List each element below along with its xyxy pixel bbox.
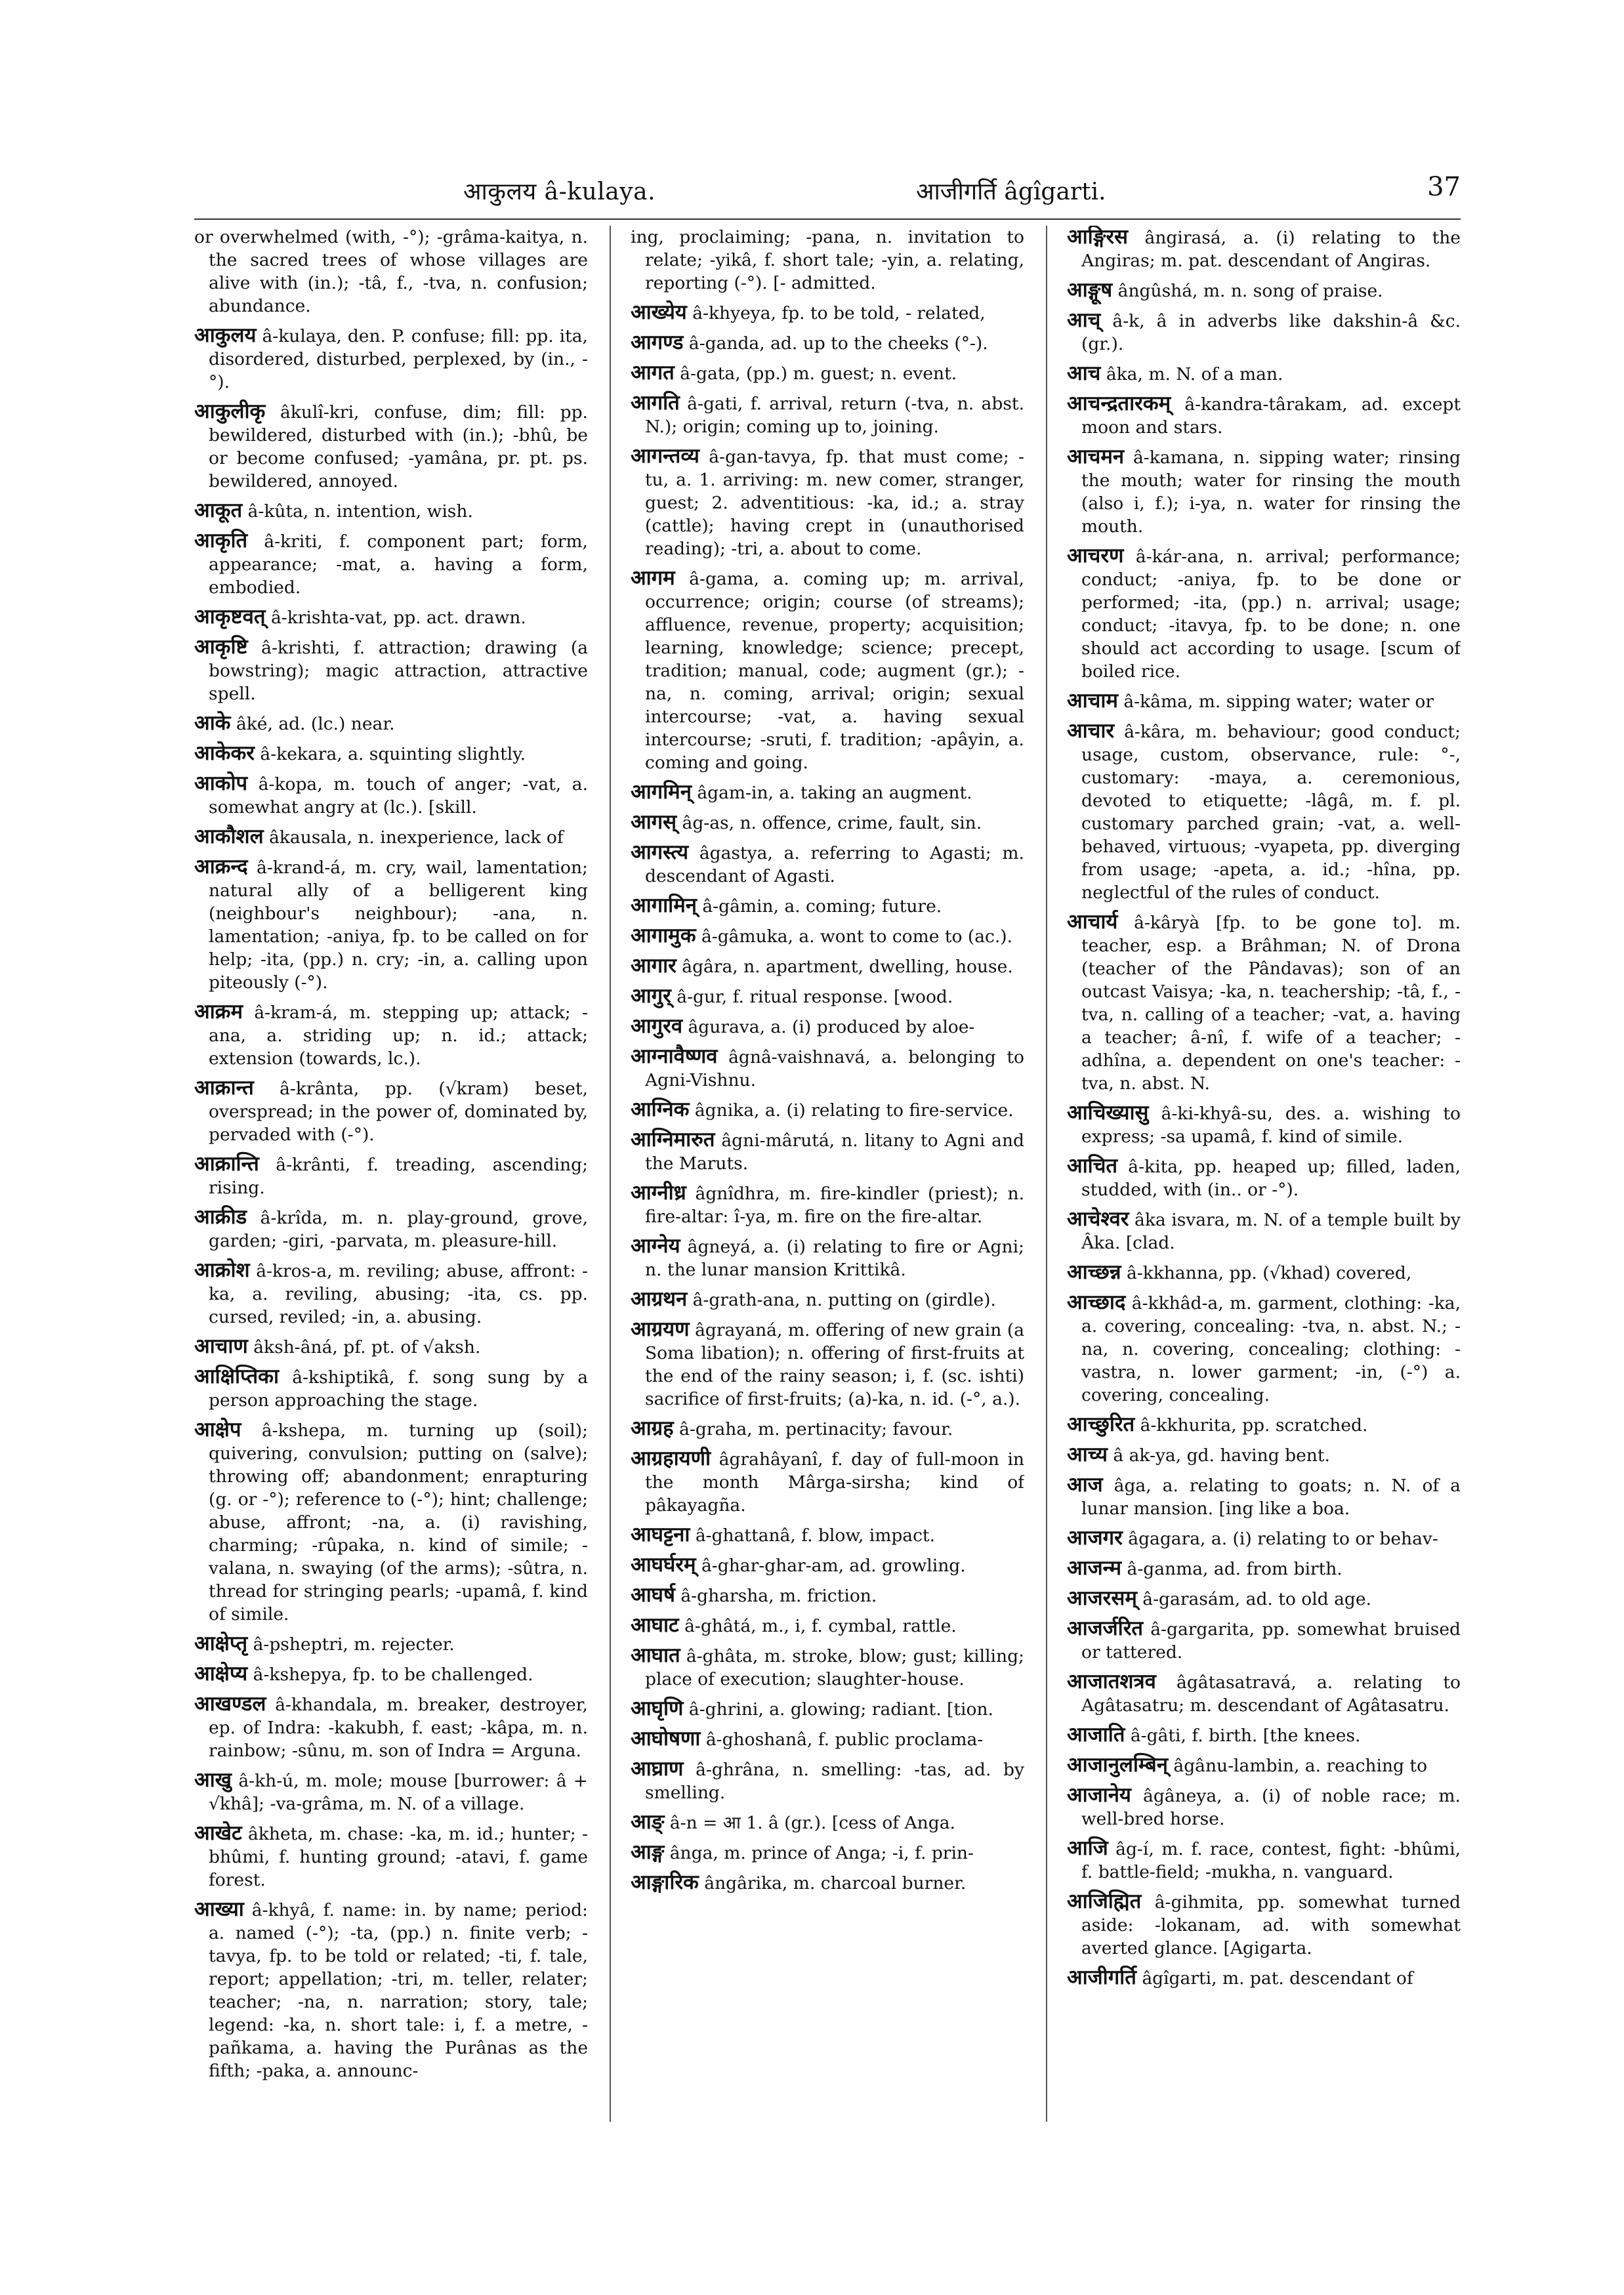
definition-text: â-psheptri, m. rejecter.	[253, 1634, 455, 1655]
dictionary-entry	[631, 781, 1024, 804]
dictionary-entry	[194, 636, 588, 705]
definition-text: âgrahâyanî, f. day of full-moon in the month Mârga-sirsha; kind of pâkayagña.	[645, 1449, 1024, 1516]
dictionary-entry	[631, 1288, 1024, 1312]
dictionary-entry	[194, 1001, 588, 1070]
dictionary-entry	[194, 529, 588, 599]
headword: आखेट	[194, 1821, 242, 1845]
headword: आचार	[1067, 719, 1115, 743]
definition-text: â-ghâtá, m., i, f. cymbal, rattle.	[684, 1616, 957, 1636]
dictionary-entry	[194, 712, 588, 735]
dictionary-entry	[194, 825, 588, 849]
headword: आङ्गूष	[1067, 278, 1113, 302]
headword: आघट्टना	[631, 1523, 690, 1546]
dictionary-entry	[631, 1523, 1024, 1547]
headword: आङ्गिरस	[1067, 226, 1128, 249]
definition-text: â-gati, f. arrival, return (-tva, n. abst. N.); origin; coming up to, joining.	[645, 394, 1024, 437]
dictionary-entry	[194, 499, 588, 523]
page-number: 37	[1427, 172, 1461, 202]
headword: आचार्य	[1067, 910, 1118, 934]
definition-text: â-ghrini, a. glowing; radiant. [tion.	[688, 1699, 993, 1720]
definition-text: âgam-in, a. taking an augment.	[697, 783, 972, 803]
dictionary-entry	[1067, 690, 1461, 713]
definition-text: â-gâmin, a. coming; future.	[702, 896, 942, 917]
definition-text: â-graha, m. pertinacity; favour.	[679, 1419, 953, 1439]
definition-text: â-krîda, m. n. play-ground, grove, garden; -giri, -parvata, m. pleasure-hill.	[209, 1208, 588, 1251]
headword: आक्षेप	[194, 1418, 241, 1441]
definition-text: â-kandra-târakam, ad. except moon and stars.	[1081, 394, 1461, 438]
headword: आचित	[1067, 1154, 1118, 1178]
definition-text: âkulî-kri, confuse, dim; fill: pp. bewildered, disturbed with (in.); -bhû, be or become confused; -yamâna, pr. pt. ps. bewildered, annoyed.	[209, 402, 588, 491]
definition-text: â-ki-khyâ-su, des. a. wishing to express; -sa upamâ, f. kind of simile.	[1081, 1104, 1461, 1147]
definition-text: â-kros-a, m. reviling; abuse, affront: -ka, a. reviling, abusing; -ita, cs. pp. cursed, reviled; -in, a. abusing.	[209, 1261, 588, 1327]
headword: आग्नेय	[631, 1234, 680, 1258]
header-right-guide-word: आजीगर्ति âgîgarti.	[916, 178, 1106, 205]
dictionary-entry	[631, 226, 1024, 295]
dictionary-entry	[1067, 1291, 1461, 1407]
definition-text: âgâra, n. apartment, dwelling, house.	[682, 957, 1013, 977]
dictionary-entry	[631, 894, 1024, 918]
definition-text: â-kár-ana, n. arrival; performance; conduct; -aniya, fp. to be done or performed; -ita, (pp.) n. arrival; usage; conduct; -itavya, fp. to be done; n. one should act according to usage. [scum of boiled rice.	[1081, 547, 1461, 682]
definition-text: â-ganma, ad. from birth.	[1127, 1559, 1343, 1579]
dictionary-entry	[631, 331, 1024, 355]
headword: आचन्द्रतारकम्	[1067, 392, 1171, 415]
dictionary-entry	[194, 606, 588, 629]
dictionary-page	[194, 169, 1461, 2151]
dictionary-entry	[631, 1128, 1024, 1175]
headword: आक्रोश	[194, 1258, 250, 1282]
definition-text: â-kh-ú, m. mole; mouse [burrower: â + √khâ]; -va-grâma, m. N. of a village.	[209, 1771, 588, 1814]
dictionary-entry	[631, 1811, 1024, 1834]
dictionary-entry	[631, 811, 1024, 835]
dictionary-entry	[631, 1554, 1024, 1577]
definition-text: â-kram-á, m. stepping up; attack; -ana, a. striding up; n. id.; attack; extension (towards, lc.).	[209, 1003, 588, 1069]
dictionary-entry	[1067, 545, 1461, 683]
dictionary-entry	[194, 1898, 588, 2082]
dictionary-entry	[1067, 1155, 1461, 1201]
header-rule	[194, 218, 1461, 220]
definition-text: â-ghattanâ, f. blow, impact.	[695, 1525, 936, 1546]
headword: आगत	[631, 361, 675, 384]
definition-text: âké, ad. (lc.) near.	[236, 714, 395, 734]
headword: आग्रहायणी	[631, 1447, 711, 1470]
headword: आजि	[1067, 1836, 1108, 1860]
dictionary-entry	[1067, 1557, 1461, 1581]
definition-text: âgrayaná, m. offering of new grain (a Soma libation); n. offering of first-fruits at the end of the rainy season; i, f. (sc. ishti) sacrifice of first-fruits; (a)-ka, n. id. (-°, a.).	[645, 1320, 1024, 1409]
dictionary-entry	[631, 301, 1024, 325]
definition-text: â-gharsha, m. friction.	[680, 1586, 877, 1606]
headword: आकूत	[194, 499, 243, 522]
dictionary-entry	[631, 1584, 1024, 1607]
headword: आक्षेप्य	[194, 1662, 248, 1685]
headword: आगार	[631, 954, 677, 978]
header-left-guide-word: आकुलय â-kulaya.	[463, 178, 656, 205]
definition-text: âgnîdhra, m. fire-kindler (priest); n. fire-altar: î-ya, m. fire on the fire-altar.	[645, 1184, 1024, 1227]
dictionary-entry	[631, 1447, 1024, 1517]
definition-text: â ak-ya, gd. having bent.	[1113, 1445, 1330, 1466]
definition-text: âkheta, m. chase: -ka, m. id.; hunter; -bhûmi, f. hunting ground; -atavi, f. game forest.	[209, 1824, 588, 1890]
headword: आगति	[631, 391, 680, 415]
headword: आकुलीकृ	[194, 400, 266, 423]
dictionary-entry	[194, 1632, 588, 1656]
headword: आचरण	[1067, 544, 1124, 568]
definition-text: â-krand-á, m. cry, wail, lamentation; natural ally of a belligerent king (neighbour's neighbour); -ana, n. lamentation; -aniya, fp. to be called on for help; -ita, (pp.) n. cry; -in, a. calling upon piteously (-°).	[209, 858, 588, 993]
headword: आकृष्टवत्	[194, 605, 266, 629]
definition-text: âka isvara, m. N. of a temple built by Âka. [clad.	[1081, 1210, 1461, 1253]
dictionary-entry	[194, 1822, 588, 1892]
headword: आच्छन्न	[1067, 1260, 1121, 1284]
dictionary-entry	[1067, 362, 1461, 386]
definition-text: â-krânta, pp. (√kram) beset, overspread; in the power of, dominated by, pervaded with (-°).	[209, 1079, 588, 1145]
definition-text: â-khyâ, f. name: in. by name; period: a. named (-°); -ta, (pp.) n. finite verb; -tavya, fp. to be told or related; -ti, f. tale, report; appellation; -tri, m. teller, relater; teacher; -na, n. narration; story, tale; legend: -ka, n. short tale: i, f. a metre, -pañkama, a. having the Purânas as the fifth; -paka, a. announc-	[209, 1900, 588, 2081]
dictionary-entry	[631, 1871, 1024, 1895]
headword: आगमिन्	[631, 780, 692, 804]
headword: आग्नीध्र	[631, 1181, 686, 1205]
headword: आचाम	[1067, 689, 1118, 713]
headword: आखु	[194, 1768, 232, 1792]
headword: आखण्डल	[194, 1692, 266, 1716]
dictionary-entry	[1067, 720, 1461, 904]
headword: आचिख्यासु	[1067, 1101, 1149, 1125]
column-3	[1067, 226, 1461, 2128]
headword: आकेकर	[194, 741, 255, 765]
definition-text: âga, a. relating to goats; n. N. of a lunar mansion. [ing like a boa.	[1081, 1476, 1461, 1519]
definition-text: â-krânti, f. treading, ascending; rising.	[209, 1155, 588, 1198]
running-header	[194, 169, 1461, 215]
dictionary-entry	[194, 1663, 588, 1686]
definition-text: â-gata, (pp.) m. guest; n. event.	[680, 363, 957, 384]
headword: आकोप	[194, 772, 248, 795]
headword: आज	[1067, 1473, 1103, 1497]
headword: आजन्म	[1067, 1556, 1122, 1580]
dictionary-entry	[194, 1077, 588, 1146]
definition-text: âkausala, n. inexperience, lack of	[269, 827, 564, 848]
headword: आग्निक	[631, 1098, 690, 1121]
dictionary-entry	[1067, 1617, 1461, 1664]
dictionary-entry	[1067, 1208, 1461, 1254]
headword: आगन्तव्य	[631, 444, 699, 468]
headword: आकुलय	[194, 323, 257, 347]
dictionary-entry	[1067, 279, 1461, 302]
definition-text: âgneyá, a. (i) relating to fire or Agni; n. the lunar mansion Krittikâ.	[645, 1237, 1024, 1280]
headword: आजानुलम्बिन्	[1067, 1753, 1168, 1777]
dictionary-entry	[631, 924, 1024, 948]
definition-text: âgastya, a. referring to Agasti; m. descendant of Agasti.	[645, 843, 1024, 886]
headword: आग्रथन	[631, 1287, 688, 1311]
dictionary-entry	[194, 1769, 588, 1815]
dictionary-entry	[1067, 1670, 1461, 1717]
headword: आक्षेप्तृ	[194, 1632, 248, 1655]
dictionary-entry	[1067, 1261, 1461, 1285]
headword: आङ्ग	[631, 1840, 665, 1864]
dictionary-entry	[631, 1318, 1024, 1411]
definition-text: â-kamana, n. sipping water; rinsing the mouth; water for rinsing the mouth (also i, f.); i-ya, n. water for rinsing the mouth.	[1081, 447, 1461, 537]
definition-text: â-kkhanna, pp. (√khad) covered,	[1126, 1263, 1412, 1283]
definition-text: â-kshepya, fp. to be challenged.	[253, 1664, 533, 1685]
headword: आकृष्टि	[194, 635, 248, 659]
headword: आङ्	[631, 1810, 665, 1834]
headword: आच	[1067, 362, 1101, 385]
dictionary-entry	[631, 1417, 1024, 1441]
definition-text: â-n = आ 1. â (gr.). [cess of Anga.	[669, 1813, 955, 1833]
definition-text: or overwhelmed (with, -°); -grâma-kaitya, n. the sacred trees of whose villages are alive with (in.); -tâ, f., -tva, n. confusion; abundance.	[194, 227, 588, 316]
headword: आगस्त्य	[631, 840, 689, 864]
definition-text: âgânu-lambin, a. reaching to	[1173, 1756, 1428, 1776]
definition-text: ânga, m. prince of Anga; -i, f. prin-	[669, 1843, 974, 1863]
headword: आग्नावैष्णव	[631, 1044, 718, 1068]
headword: आजानेय	[1067, 1783, 1131, 1807]
dictionary-entry	[194, 1335, 588, 1359]
dictionary-entry	[631, 1182, 1024, 1228]
headword: आघ्राण	[631, 1757, 684, 1781]
headword: आजर्जरित	[1067, 1617, 1144, 1640]
definition-text: â-kâma, m. sipping water; water or	[1123, 692, 1434, 712]
headword: आक्रान्त	[194, 1076, 254, 1100]
headword: आख्येय	[631, 300, 687, 324]
definition-text: â-gur, f. ritual response. [wood.	[677, 987, 953, 1007]
headword: आक्रम	[194, 1000, 243, 1023]
definition-text: â-khyeya, fp. to be told, - related,	[692, 303, 986, 323]
definition-text: âgnika, a. (i) relating to fire-service.	[694, 1100, 1014, 1121]
definition-text: â-kâryà [fp. to be gone to]. m. teacher, esp. a Brâhman; N. of Drona (teacher of the Pândavas); son of an outcast Vaisya; -ka, n. teachership; -tâ, f., -tva, n. calling of a teacher; -vat, a. having a teacher; â-nî, f. wife of a teacher; -adhîna, a. dependent on one's teacher: -tva, n. abst. N.	[1081, 913, 1461, 1094]
definition-text: â-ghâta, m. stroke, blow; gust; killing; place of execution; slaughter-house.	[645, 1646, 1024, 1689]
headword: आघृणि	[631, 1697, 684, 1720]
headword: आच्य	[1067, 1443, 1108, 1466]
dictionary-entry	[1067, 1587, 1461, 1611]
definition-text: â-kopa, m. touch of anger; -vat, a. somewhat angry at (lc.). [skill.	[209, 774, 588, 817]
headword: आक्षिप्तिका	[194, 1365, 280, 1388]
headword: आघर्घरम्	[631, 1553, 696, 1577]
headword: आके	[194, 711, 231, 735]
dictionary-entry	[1067, 911, 1461, 1095]
dictionary-entry	[194, 1693, 588, 1762]
headword: आक्रीड	[194, 1205, 247, 1229]
definition-text: â-ghar-ghar-am, ad. growling.	[701, 1556, 966, 1576]
headword: आगामिन्	[631, 894, 697, 917]
definition-text: â-kkhurita, pp. scratched.	[1140, 1415, 1368, 1436]
definition-text: ângârika, m. charcoal burner.	[704, 1873, 967, 1893]
definition-text: â-krishti, f. attraction; drawing (a bowstring); magic attraction, attractive spell.	[209, 638, 588, 704]
headword: आग्रह	[631, 1416, 674, 1440]
dictionary-entry	[631, 1614, 1024, 1638]
definition-text: â-gihmita, pp. somewhat turned aside: -lokanam, ad. with somewhat averted glance. [Agigarta.	[1081, 1892, 1461, 1958]
definition-text: â-k, â in adverbs like dakshin-â &c. (gr.).	[1081, 311, 1461, 354]
headword: आकौशल	[194, 825, 264, 848]
definition-text: ângûshá, m. n. song of praise.	[1117, 281, 1383, 301]
definition-text: âgagara, a. (i) relating to or behav-	[1128, 1529, 1438, 1549]
column-1	[194, 226, 588, 2128]
headword: आजाति	[1067, 1723, 1125, 1747]
headword: आक्रान्ति	[194, 1152, 259, 1176]
definition-text: â-kshepa, m. turning up (soil); quivering, convulsion; putting on (salve); throwing off; abandonment; enrapturing (g. or -°); reference to (-°); hint; challenge; abuse, affront; -na, a. (i) ravishing, charming; -rûpaka, n. kind of simile; -valana, n. swaying (of the arms); -sûtra, n. thread for stringing pearls; -upamâ, f. kind of simile.	[209, 1420, 588, 1624]
headword: आगण्ड	[631, 331, 684, 354]
dictionary-entry	[631, 1098, 1024, 1122]
headword: आघोषणा	[631, 1727, 701, 1750]
definition-text: âgurava, a. (i) produced by aloe-	[688, 1017, 975, 1037]
headword: आगुर्	[631, 984, 671, 1008]
dictionary-entry	[631, 1015, 1024, 1039]
headword: आचाण	[194, 1334, 248, 1358]
headword: आग्रयण	[631, 1317, 690, 1341]
dictionary-entry	[1067, 392, 1461, 439]
dictionary-entry	[1067, 1724, 1461, 1747]
dictionary-entry	[631, 1758, 1024, 1804]
dictionary-entry	[1067, 445, 1461, 538]
dictionary-entry	[194, 856, 588, 994]
definition-text: âgni-mârutá, n. litany to Agni and the Maruts.	[645, 1130, 1024, 1174]
dictionary-entry	[194, 1418, 588, 1626]
definition-text: â-kriti, f. component part; form, appearance; -mat, a. having a form, embodied.	[209, 531, 588, 598]
dictionary-entry	[1067, 226, 1461, 272]
definition-text: âka, m. N. of a man.	[1106, 364, 1283, 384]
dictionary-entry	[631, 955, 1024, 978]
headword: आजातशत्रव	[1067, 1670, 1156, 1693]
definition-text: â-ganda, ad. up to the cheeks (°-).	[688, 333, 988, 354]
headword: आकृति	[194, 529, 248, 552]
dictionary-entry	[194, 1153, 588, 1199]
definition-text: â-kita, pp. heaped up; filled, laden, studded, with (in.. or -°).	[1081, 1157, 1461, 1200]
dictionary-entry	[194, 1206, 588, 1252]
definition-text: âgâneya, a. (i) of noble race; m. well-bred horse.	[1081, 1786, 1461, 1829]
dictionary-entry	[1067, 1102, 1461, 1148]
definition-text: âg-í, m. f. race, contest, fight: -bhûmi, f. battle-field; -mukha, n. vanguard.	[1081, 1839, 1461, 1882]
headword: आच्छुरित	[1067, 1413, 1135, 1436]
headword: आगम	[631, 566, 675, 590]
dictionary-entry	[631, 1235, 1024, 1281]
headword: आगुरव	[631, 1014, 683, 1038]
definition-text: â-garasám, ad. to old age.	[1142, 1589, 1371, 1609]
definition-text: â-gargarita, pp. somewhat bruised or tattered.	[1081, 1619, 1461, 1663]
dictionary-entry	[1067, 1890, 1461, 1960]
headword: आजरसम्	[1067, 1586, 1137, 1610]
definition-text: âg-as, n. offence, crime, fault, sin.	[682, 813, 982, 833]
dictionary-entry	[631, 362, 1024, 385]
dictionary-entry	[1067, 1443, 1461, 1467]
headword: आग्निमारुत	[631, 1128, 715, 1151]
dictionary-entry	[1067, 1527, 1461, 1550]
headword: आघर्ष	[631, 1583, 675, 1607]
column-2	[631, 226, 1024, 2128]
dictionary-entry	[631, 1045, 1024, 1092]
headword: आङ्गारिक	[631, 1871, 699, 1894]
dictionary-entry	[1067, 1837, 1461, 1884]
dictionary-entry	[631, 1644, 1024, 1691]
dictionary-entry	[194, 742, 588, 766]
headword: आघात	[631, 1644, 680, 1667]
dictionary-entry	[1067, 1474, 1461, 1520]
definition-text: ing, proclaiming; -pana, n. invitation to relate; -yikâ, f. short tale; -yin, a. relating, reporting (-°). [- admitted.	[631, 227, 1024, 293]
dictionary-entry	[194, 324, 588, 394]
dictionary-entry	[194, 1365, 588, 1412]
headword: आगस्	[631, 810, 677, 834]
definition-text: â-kkhâd-a, m. garment, clothing: -ka, a. covering, concealing: -tva, n. abst. N.; -na, n. covering, concealing; clothing: -vastra, n. lower garment; -in, (-°) a. covering, concealing.	[1081, 1293, 1461, 1405]
dictionary-entry	[194, 226, 588, 318]
headword: आजीगर्ति	[1067, 1966, 1136, 1989]
headword: आजिह्मित	[1067, 1890, 1142, 1913]
definition-text: â-gâti, f. birth. [the knees.	[1130, 1726, 1361, 1746]
definition-text: â-kshiptikâ, f. song sung by a person approaching the stage.	[209, 1367, 588, 1411]
definition-text: â-kâra, m. behaviour; good conduct; usage, custom, observance, rule: °-, customary: -maya, a. ceremonious, devoted to etiquette; -lâgâ, m. f. pl. customary parched grain; -vat, a. well-behaved, virtuous; -vyapeta, pp. diverging from usage; -apeta, a. id.; -hîna, pp. neglectful of the rules of conduct.	[1081, 722, 1461, 903]
headword: आघाट	[631, 1613, 679, 1637]
dictionary-entry	[1067, 309, 1461, 356]
definition-text: âksh-âná, pf. pt. of √aksh.	[253, 1337, 481, 1357]
definition-text: â-khandala, m. breaker, destroyer, ep. of Indra: -kakubh, f. east; -kâpa, m. n. rainbow; -sûnu, m. son of Indra = Arguna.	[209, 1695, 588, 1761]
dictionary-entry	[194, 400, 588, 493]
dictionary-entry	[194, 1259, 588, 1329]
headword: आचमन	[1067, 445, 1125, 468]
definition-text: â-grath-ana, n. putting on (girdle).	[692, 1290, 996, 1310]
definition-text: â-ghoshanâ, f. public proclama-	[705, 1729, 984, 1750]
dictionary-entry	[1067, 1754, 1461, 1777]
definition-text: âgîgarti, m. pat. descendant of	[1142, 1968, 1413, 1989]
headword: आचेश्वर	[1067, 1207, 1129, 1231]
dictionary-entry	[1067, 1784, 1461, 1830]
definition-text: â-gama, a. coming up; m. arrival, occurrence; origin; course (of streams); affluence, revenue, property; acquisition; learning, knowledge; science; precept, tradition; manual, code; augment (gr.); -na, n. coming, arrival; origin; sexual intercourse; -vat, a. having sexual intercourse; -sruti, f. tradition; -apâyin, a. coming and going.	[645, 569, 1024, 773]
definition-text: â-ghrâna, n. smelling: -tas, ad. by smelling.	[645, 1760, 1024, 1803]
dictionary-entry	[631, 1841, 1024, 1865]
definition-text: ângirasá, a. (i) relating to the Angiras; m. pat. descendant of Angiras.	[1081, 228, 1461, 271]
headword: आच्छाद	[1067, 1291, 1126, 1314]
definition-text: â-gan-tavya, fp. that must come; -tu, a. 1. arriving: m. new comer, stranger, guest; 2. adventitious: -ka, id.; a. stray (cattle); having crept in (unauthorised reading); -tri, a. about to come.	[645, 447, 1024, 559]
definition-text: â-kûta, n. intention, wish.	[247, 501, 473, 522]
dictionary-entry	[631, 985, 1024, 1008]
definition-text: â-krishta-vat, pp. act. drawn.	[270, 608, 526, 628]
dictionary-entry	[631, 841, 1024, 888]
dictionary-entry	[631, 567, 1024, 774]
definition-text: â-gâmuka, a. wont to come to (ac.).	[701, 926, 1013, 947]
headword: आख्या	[194, 1897, 244, 1921]
dictionary-entry	[1067, 1966, 1461, 1990]
dictionary-entry	[631, 1697, 1024, 1721]
definition-text: âgâtasatravá, a. relating to Agâtasatru; m. descendant of Agâtasatru.	[1081, 1672, 1461, 1716]
dictionary-entry	[194, 772, 588, 819]
dictionary-entry	[631, 392, 1024, 438]
dictionary-entry	[631, 445, 1024, 560]
definition-text: âgnâ-vaishnavá, a. belonging to Agni-Vishnu.	[645, 1047, 1024, 1090]
dictionary-entry	[631, 1727, 1024, 1751]
headword: आगामुक	[631, 924, 696, 947]
definition-text: â-kekara, a. squinting slightly.	[260, 744, 526, 764]
dictionary-entry	[1067, 1413, 1461, 1437]
headword: आजगर	[1067, 1526, 1123, 1550]
headword: आच्	[1067, 308, 1101, 332]
headword: आक्रन्द	[194, 855, 248, 879]
columns	[194, 226, 1461, 2128]
definition-text: â-kulaya, den. P. confuse; fill: pp. ita, disordered, disturbed, perplexed, by (in., -°).	[209, 326, 588, 392]
